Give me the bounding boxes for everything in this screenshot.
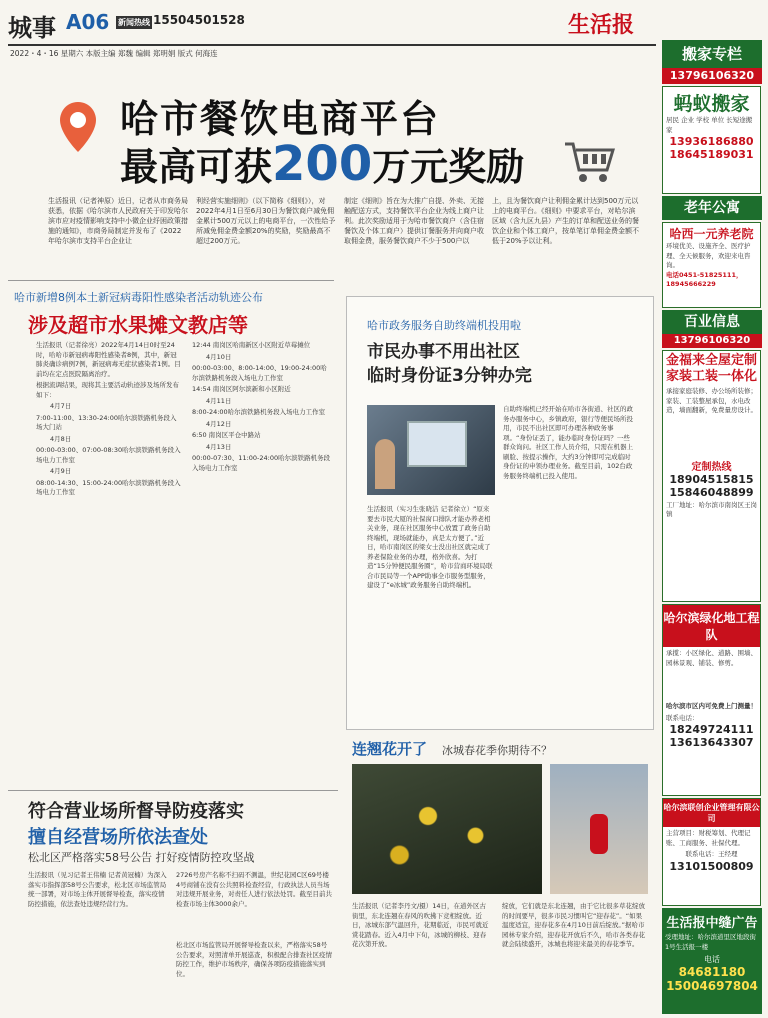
ant-title: 蚂蚁搬家 [673,93,750,115]
business-story [8,790,338,1015]
covid-line: 4月8日 [50,434,72,443]
business-subtitle: 松北区严格落实58号公告 打好疫情防控攻坚战 [28,851,255,864]
lead-story [8,60,658,272]
section-name: 城事 [8,13,56,42]
covid-line: 6:50 南岗区平仓中路站 [192,431,261,439]
senior-header: 老年公寓 [662,196,762,220]
furniture-desc: 承接家庭装修、办公场所装修；家装、工装整屋承包，水电改造，墙面翻新，免费量房设计。 [666,387,757,414]
citizen-photo [550,764,648,894]
furniture-hotline-label: 定制热线 [691,461,732,473]
person-figure [590,814,608,854]
classifieds-desc: 受理地址：哈尔滨道里区地段街1号生活报一楼 [665,933,756,951]
covid-line: 7:00-11:00、13:30-24:00哈尔滨铁路机务段入场大门站 [36,413,177,431]
shopping-cart-icon [563,140,615,184]
page-header [8,6,658,46]
baiye-header: 百业信息 [662,310,762,334]
kiosk-screen [407,421,467,467]
covid-line: 4月13日 [206,442,232,451]
forsythia-photo [352,764,542,894]
classifieds-phone-1: 84681180 [678,965,746,979]
business-col-1: 生活报讯（见习记者王伟楠 记者黄冠楠）为深入落实市指挥部58号公告要求，松北区市场监管局统一部署，对市场主体开展督导检查，落实疫情防控措施，依法查处违规经营行为。 [28,871,167,908]
greening-desc: 承揽：小区绿化、道路、围墙、园林景观、铺装、修剪。 [666,649,757,667]
covid-kicker: 哈市新增8例本土新冠病毒阳性感染者活动轨迹公布 [14,291,263,304]
lead-title-post: 万元奖励 [372,145,525,189]
hotline-number: 15504501528 [153,13,245,27]
date-line: 2022・4・16 星期六 本版主编 郑魏 编辑 郑明娟 版式 何海连 [10,49,218,58]
lead-title-line1: 哈市餐饮电商平台 [120,97,441,141]
gov-title-line2: 临时身份证3分钟办完 [367,366,532,386]
flowers-subtitle: 冰城春花季你期待不？ [442,744,552,757]
page-number: A06 [66,10,110,34]
flowers-col-1: 生活报讯（记者李丹文/摄）14日，在道外区古街里，东北连翘在春风的吹拂下竞相绽放。近日，冰城东部气温回升，花期临近，市民可就近赏花踏春。近入4月中下旬，冰城的柳枝、迎春花次第开放。 [352,902,489,948]
consulting-ad [662,798,761,906]
baiye-phone: 13796106320 [662,334,762,348]
covid-line: 根据流调结果，现将其主要活动轨迹涉及场所发布如下： [36,381,179,399]
classifieds-phone-label: 电话 [704,955,720,964]
covid-line: 8:00-24:00哈尔滨铁路机务段入场电力工作室 [192,408,326,416]
greening-contact: 联系电话： [666,713,699,722]
covid-line: 4月10日 [206,352,232,361]
covid-line: 生活报讯（记者徐亮）2022年4月14日0时至24时，哈哈市新冠病毒阳性感染者8例，其中，新冠肺炎确诊病例7例，新冠病毒无症状感染者1例。目前均在定点医院隔离治疗。 [36,341,181,378]
consulting-desc: 主营项目：财税筹划、代理记账、工商服务、社保代理。 [666,829,751,847]
business-col-3: 松北区市场监管局开展督导检查以来，严格落实58号公告要求，对照清单开展巡查，积极配合排查社区疫情防控工作，维护市场秩序，确保各项防疫措施落实到位。 [176,941,332,978]
lead-title-line2 [120,136,524,192]
moving-phone: 13796106320 [662,68,762,84]
gov-story [346,296,654,730]
senior-ad [662,222,761,308]
greening-ad [662,604,761,796]
gov-left-text: 生活报讯（实习生张晓洁 记者徐立）“原来要去市民大厦的社保窗口排队才能办养老相关业务，现在社区服务中心放置了政务自助终端机，现场就能办，真是太方便了。”近日，哈市南岗区的梁女士没出社区就完成了养老保险业务的办理，格外欣喜。为打造“15分钟便民服务圈”，哈市营商环境局联合市民局等一个APP助事全市服务型服务，建设了“e冰城”政务服务自助终端机。 [367,505,493,589]
flowers-story [346,734,652,1014]
lead-title-number: 200 [272,136,373,192]
person-figure [375,439,395,489]
greening-phone-1: 18249724111 [669,723,754,736]
furniture-title: 金福来全屋定制家装工装一体化 [665,353,757,384]
covid-title: 涉及超市水果摊文教店等 [28,313,248,337]
flowers-title: 连翘花开了 [352,740,428,758]
covid-line: 08:00-14:30、15:00-24:00哈尔滨铁路机务段入场电力工作室 [36,478,181,496]
consulting-contact: 联系电话：王经理 [685,850,738,858]
header-rule [8,44,656,46]
lead-col-1: 生活报讯（记者神原）近日，记者从市商务局获悉，依据《哈尔滨市人民政府关于印发哈尔滨市应对疫情影响支持中小微企业纾困政策措施的通知》，市商务局制定并发布了《2022年哈尔滨市支持平台企业让 [48,197,188,245]
senior-title: 哈西一元养老院 [669,227,754,241]
lead-col-2: 利经营实施细则》（以下简称《细则》），对2022年4月1日至6月30日为餐饮商户减免佣金累计500万元以上的电商平台，一次性给予所减免佣金费金额20%的奖励，奖励最高不超过200万元。 [196,197,336,245]
consulting-phone: 13101500809 [669,859,754,873]
flowers-col-2: 绽放，它们就是东北连翘，由于它比很多草花绽放的时间要早，很多市民习惯叫它“迎春花”。“如果温度适宜，迎春花多在4月10日前后绽放。”据哈市园林专家介绍，迎春花开放后不久，哈市各类春花就会陆续盛开，冰城也将迎来最美的春花季节。 [502,902,645,948]
covid-line: 4月7日 [50,402,72,410]
covid-line: 00:00-03:00、8:00-14:00、19:00-24:00哈尔滨铁路机务段入场电力工作室 [192,364,327,382]
furniture-phone-2: 15846048899 [669,485,754,499]
greening-title: 哈尔滨绿化地工程队 [663,605,760,647]
gov-right-text: 自助终端机已经开始在哈市各街道、社区的政务办服务中心，乡镇政府，银行等便民场所投用，市民不出社区即可办理各种政务事项。“身份证丢了，能办临时身份证吗？一些群众询问。社区工作人员介绍，只需在机器上刷脸、按提示操作，大约3分钟即可完成临时身份证的申领办理业务。截至目前，102台政务服务终端机已投入使用。 [503,405,633,480]
gov-title-line1: 市民办事不用出社区 [367,342,520,362]
ant-phone-1: 13936186880 [669,135,754,148]
hotline-label: 新闻热线 [118,18,150,27]
lead-col-3: 制定《细则》旨在为大推广自提、外卖、无接触配送方式，支持餐饮平台企业为线上商户让利。此次奖励适用于为哈市餐饮商户（含住宿餐饮及个体工商户）提供订餐服务并向商户收取佣金费，服务餐饮商户不少于500户以 [344,197,484,245]
newspaper-brand: 生活报 [568,12,635,38]
senior-desc: 环境优美、设施齐全、医疗护理、全天候服务，欢迎来电咨询。 [666,242,751,269]
consulting-title: 哈尔滨联创企业管理有限公司 [663,799,760,827]
classified-sidebar [662,40,762,1016]
covid-line: 4月12日 [206,419,232,428]
covid-line: 4月11日 [206,396,232,405]
furniture-phone-1: 18904515815 [669,472,754,486]
self-service-kiosk-photo [367,405,495,495]
ant-desc: 居民 企业 学校 单位 长短途搬家 [666,116,753,134]
lead-title-pre: 最高可获 [120,145,273,189]
covid-right-column [192,341,332,475]
covid-line: 12:44 南岗区哈南新区小区附近草莓摊位 [192,341,311,349]
moving-header: 搬家专栏 [662,40,762,68]
covid-line: 4月9日 [50,467,72,475]
ant-moving-ad [662,86,761,194]
gov-kicker: 哈市政务服务自助终端机投用啦 [367,319,521,332]
greening-note: 哈尔滨市区内可免费上门测量！ [666,702,757,710]
greening-phone-2: 13613643307 [669,736,754,749]
classifieds-phone-2: 15004697804 [666,979,758,993]
covid-line: 14:54 南岗区阿尔滨新和小区附近 [192,385,291,393]
senior-phone: 电话0451-51825111，18945666229 [666,270,743,288]
covid-left-column [36,341,181,500]
furniture-ad [662,350,761,602]
ant-phone-2: 18645189031 [669,148,754,161]
business-title-line1: 符合营业场所督导防疫落实 [28,801,244,822]
classifieds-ad [662,908,762,1014]
covid-line: 00:00-07:30、11:00-24:00哈尔滨铁路机务段入场电力工作室 [192,454,331,472]
covid-story [8,280,334,781]
location-pin-icon [58,100,98,154]
lead-col-4: 上，且为餐饮商户让利佣金累计达到500万元以上的电商平台。《细则》中要求平台，对哈尔滨区域（含九区九县）产生的订单和配送业务的餐饮企业和个体工商户，按单笔订单佣金费金额不低于20%予以让利。 [492,197,639,245]
business-title-line2: 擅自经营场所依法查处 [28,827,208,848]
covid-line: 00:00-03:00、07:00-08:30哈尔滨铁路机务段入场电力工作室 [36,446,181,464]
furniture-address: 工厂地址：哈尔滨市南岗区王岗镇 [666,500,757,518]
business-col-2: 2726号房产名称不扫码不测温，世纪花园C区69号楼4号商铺在没有公共照料检查经营，行政执法人员当场对违规开展业务，对责任人进行依法处罚。截至目前共检查市场主体3000余户。 [176,871,332,908]
classifieds-title: 生活报中缝广告 [666,916,758,931]
